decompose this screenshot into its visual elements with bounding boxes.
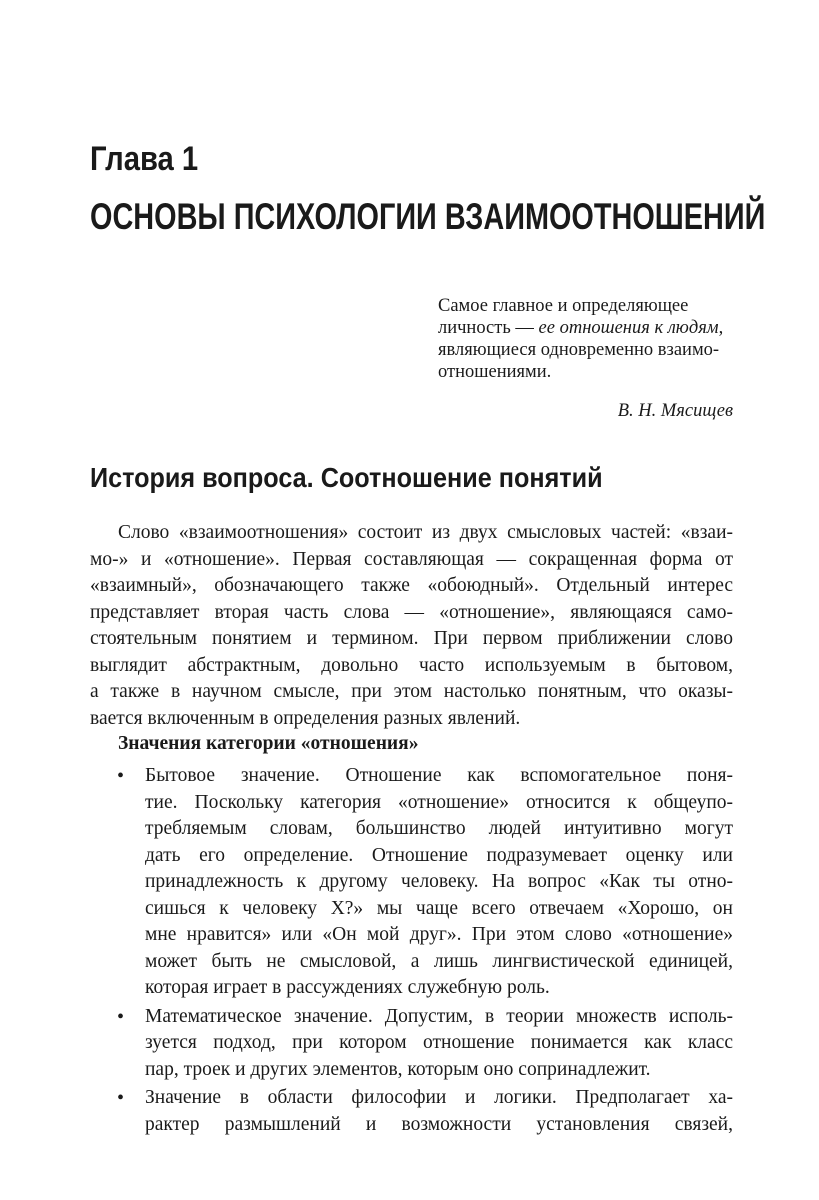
section-heading: История вопроса. Соотношение понятий bbox=[90, 462, 603, 493]
list-item-line: зуется подход, при котором отношение понимается как класс bbox=[145, 1032, 733, 1053]
paragraph-line: стоятельным понятием и термином. При первом приближении слово bbox=[90, 628, 733, 649]
paragraph-line: вается включенным в определения разных явлений. bbox=[90, 707, 521, 729]
list-item-line: тие. Поскольку категория «отношение» относится к общеупо- bbox=[145, 791, 733, 813]
paragraph-line: представляет вторая часть слова — «отношение», являющаяся само- bbox=[90, 601, 733, 623]
list-item-line: Бытовое значение. Отношение как вспомогательное поня- bbox=[145, 765, 733, 786]
paragraph-line: Слово «взаимоотношения» состоит из двух смысловых частей: «взаи- bbox=[118, 522, 733, 543]
list-item-line: Значение в области философии и логики. Предполагает ха- bbox=[145, 1087, 733, 1108]
list-item-line: принадлежность к другому человеку. На вопрос «Как ты отно- bbox=[145, 871, 733, 892]
epigraph-author: В. Н. Мясищев bbox=[617, 401, 733, 421]
epigraph-line: Самое главное и определяющее bbox=[438, 296, 689, 316]
epigraph-emphasis: ее отношения к людям bbox=[538, 318, 719, 338]
paragraph-line: выглядит абстрактным, довольно часто используемым в бытовом, bbox=[90, 654, 733, 676]
list-item bbox=[90, 1085, 733, 1138]
meanings-heading: Значения категории «отношения» bbox=[118, 733, 419, 754]
paragraph-line: «взаимный», обозначающего также «обоюдный». Отдельный интерес bbox=[90, 575, 733, 596]
bullet-icon: • bbox=[117, 1087, 125, 1109]
list-item-line: требляемым словам, большинство людей интуитивно могут bbox=[145, 818, 733, 839]
list-item-line: может быть не смысловой, а лишь лингвистической единицей, bbox=[145, 950, 733, 972]
chapter-title: ОСНОВЫ ПСИХОЛОГИИ ВЗАИМООТНОШЕНИЙ bbox=[90, 196, 766, 237]
bullet-icon: • bbox=[117, 765, 125, 787]
chapter-label: Глава 1 bbox=[90, 140, 199, 178]
bullet-icon: • bbox=[117, 1005, 125, 1028]
epigraph-line: отношениями. bbox=[438, 362, 552, 382]
intro-paragraph bbox=[90, 520, 733, 732]
list-item-line: Математическое значение. Допустим, в теории множеств исполь- bbox=[145, 1005, 733, 1027]
list-item bbox=[90, 1004, 733, 1084]
list-item-line: которая играет в рассуждениях служебную роль. bbox=[145, 977, 550, 998]
list-item-line: дать его определение. Отношение подразумевает оценку или bbox=[145, 844, 733, 866]
epigraph-line: личность — ее отношения к людям, bbox=[438, 318, 724, 338]
meanings-list bbox=[90, 763, 733, 1140]
epigraph-line: являющиеся одновременно взаимо- bbox=[438, 340, 720, 360]
paragraph-line: мо-» и «отношение». Первая составляющая — сокращенная форма от bbox=[90, 548, 733, 570]
list-item-line: пар, троек и других элементов, которым оно сопринадлежит. bbox=[145, 1058, 651, 1080]
list-item bbox=[90, 763, 733, 1002]
list-item-line: мне нравится» или «Он мой друг». При этом слово «отношение» bbox=[145, 924, 733, 945]
epigraph bbox=[438, 295, 733, 383]
list-item-line: рактер размышлений и возможности установления связей, bbox=[145, 1113, 733, 1135]
paragraph-line: а также в научном смысле, при этом настолько понятным, что оказы- bbox=[90, 681, 733, 702]
list-item-line: сишься к человеку Х?» мы чаще всего отвечаем «Хорошо, он bbox=[145, 897, 733, 919]
